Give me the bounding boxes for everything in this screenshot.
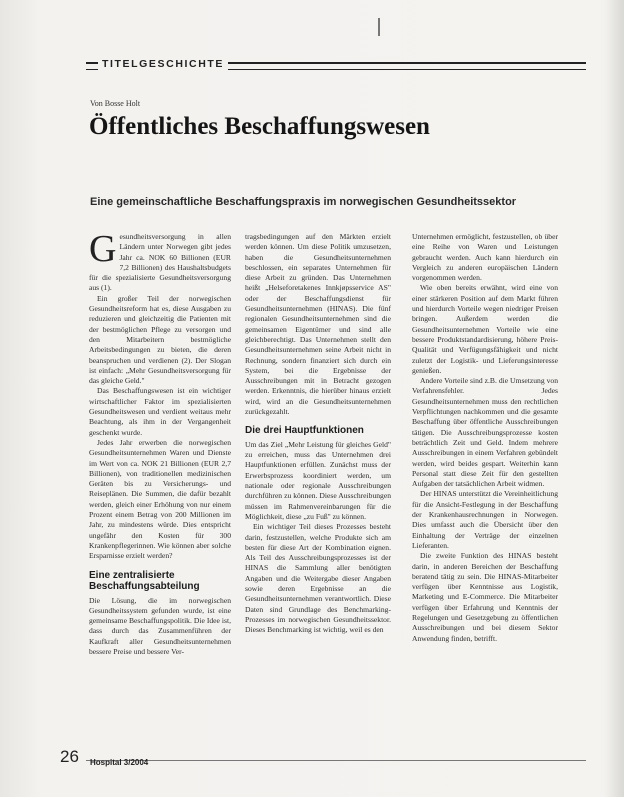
- paragraph-text: esundheitsversorgung in allen Ländern unter Norwegen gibt jedes Jahr ca. NOK 60 Billionen (EUR 7,2 Billionen) des Haushaltsbudgets für die spezialisierte Gesundheitsversorgung aus (1).: [89, 232, 231, 293]
- paragraph: Das Beschaffungswesen ist ein wichtiger wirtschaftlicher Faktor im spezialisierten Gesundheitswesen und verdient weitaus mehr Beachtung, als ihm in der Vergangenheit geschenkt wurde.: [89, 386, 231, 437]
- section-heading: Eine zentralisierte Beschaffungsabteilung: [89, 569, 200, 592]
- paragraph: Andere Vorteile sind z.B. die Umsetzung von Verfahrensfehler. Jedes Gesundheitsunternehmen muss den rechtlichen Verpflichtungen nachkommen und die gesamte Beschaffung über öffentliche Ausschreibungen tätigen. Die Ausschreibungsprozesse kosten beträchtlich Zeit und Geld. Indem mehrere Ausschreibungen in einem Verfahren gebündelt werden, wird beides gespart. Weiterhin kann Personal statt diese Zeit für den gestellten Aufgaben der tatsächlichen Arbeit widmen.: [412, 376, 558, 489]
- dropcap: G: [89, 228, 117, 270]
- paragraph: tragsbedingungen auf den Märkten erzielt werden können. Um diese Politik umzusetzen, haben die Gesundheitsunternehmen beschlossen, ein separates Unternehmen für diese Arbeit zu gründen. Das Unternehmen heißt „Helseforetakenes Innkjøpsservice AS" oder der Beschaffungsdienst für Gesundheitsunternehmen (HINAS). Die fünf regionalen Gesundheitsunternehmen sind die gemeinsamen Eigentümer und sind alle gleichberechtigt. Das Unternehmen stellt den Gesundheitsunternehmen seine Arbeit nicht in Rechnung, sondern finanziert sich durch ein System, bei die Ergebnisse der Ausschreibungen mit in Betracht gezogen werden. Erkenntnis, die hierüber hinaus erzielt wird, wird an die Gesundheitsunternehmen zurückgezahlt.: [245, 232, 391, 417]
- paragraph: Ein großer Teil der norwegischen Gesundheitsreform hat es, diese Ausgaben zu reduzieren und gleichzeitig die Patienten mit der bestmöglichen Pflege zu versorgen und den Mitarbeitern bestmögliche Arbeitsbedingungen zu bieten, die deren beanspruchen und verdienen (2). Der Slogan ist einfach: „Mehr Gesundheitsversorgung für das gleiche Geld.": [89, 293, 231, 386]
- paragraph: Um das Ziel „Mehr Leistung für gleiches Geld" zu erreichen, muss das Unternehmen drei Hauptfunktionen erfüllen. Zunächst muss der Erwerbsprozess koordiniert werden, um nationale oder regionale Ausschreibungen durchführen zu können. Diese Ausschreibungen müssen im Rahmenvereinbarungen für die Möglichkeit, diese „zu Fuß" zu können.: [245, 439, 391, 521]
- page-edge-shadow: [606, 0, 624, 797]
- byline: Von Bosse Holt: [90, 99, 141, 108]
- paragraph: [89, 228, 231, 294]
- footer-rule: [86, 760, 586, 761]
- text-column-3: [412, 232, 558, 644]
- page-number: 26: [60, 747, 79, 766]
- paragraph: Die Lösung, die im norwegischen Gesundheitssystem gefunden wurde, ist eine gemeinsame Beschaffungspolitik. Die Idee ist, dass durch das Zusammenführen der Kaufkraft aller Gesundheitsunternehmen bessere Preise und bessere Ver-: [89, 595, 231, 656]
- crop-mark: [378, 18, 380, 36]
- paragraph: Der HINAS unterstützt die Vereinheitlichung für die Ansicht-Festlegung in der Beschaffung der Krankenhausrechnungen in Norwegen. Dies umfasst auch die Übersicht über den Einhaltung der Verträge der einzelnen Lieferanten.: [412, 489, 558, 550]
- magazine-issue: Hospital 3/2004: [90, 758, 149, 767]
- section-rubric: TITELGESCHICHTE: [98, 58, 228, 70]
- text-column-2: [245, 232, 391, 635]
- article-subtitle: Eine gemeinschaftliche Beschaffungspraxis im norwegischen Gesundheitssektor: [90, 196, 517, 208]
- paragraph: Unternehmen ermöglicht, festzustellen, ob über eine Reihe von Waren und Leistungen gebraucht werden. Auch kann hierdurch ein Vergleich zu anderen europäischen Ländern vorgenommen werden.: [412, 232, 558, 283]
- paragraph: Ein wichtiger Teil dieses Prozesses besteht darin, festzustellen, welche Produkte sich am besten für diese Art der Kombination eignen. Als Teil des Ausschreibungsprozesses ist der HINAS die Sammlung aller benötigten Angaben und die Weitergabe dieser Angaben sowie deren Ergebnisse an die Gesundheitsunternehmen verantwortlich. Diese Daten sind Grundlage des Benchmarking-Prozesses im norwegischen Gesundheitssektor. Dieses Benchmarking ist wichtig, weil es den: [245, 522, 391, 635]
- section-heading: Die drei Hauptfunktionen: [245, 425, 364, 437]
- paragraph: Wie oben bereits erwähnt, wird eine von einer stärkeren Position auf dem Markt führen und hierdurch Vorteile wegen niedriger Preisen bringen. Außerdem werden die Gesundheitsunternehmen Vorteile wie eine bessere Produktstandardisierung, höhere Preis-Qualität und Verfügungsfähigkeit und nicht zuletzt der Logistik- und Lieferungsinteresse genießen.: [412, 283, 558, 375]
- article-title: Öffentliches Beschaffungswesen: [89, 113, 430, 140]
- text-column-1: [89, 228, 231, 657]
- paragraph: Jedes Jahr erwerben die norwegischen Gesundheitsunternehmen Waren und Dienste im Wert von ca. NOK 21 Billionen (EUR 2,7 Billionen), von traditionellen medizinischen Geräten bis zu Versicherungs- und Reiseplänen. Die Summen, die dafür bezahlt werden, gleich einer Erhöhung von nur einem Prozent einem Betrag von 200 Millionen im Jahr, zu mindestens würde. Dies entspricht ungefähr den Kosten für 300 Krankenpflegerinnen. Wie können aber solche Ersparnisse erzielt werden?: [89, 437, 231, 561]
- paragraph: Die zweite Funktion des HINAS besteht darin, in anderen Bereichen der Beschaffung beratend tätig zu sein. Die HINAS-Mitarbeiter verfügen über Kenntnisse aus Logistik, Marketing und E-Commerce. Die Mitarbeiter verfügen über Erfahrung und Kenntnis der Regelungen und Gesetzgebung zu öffentlichen Ausschreibungen und bei diesem Sektor Anwendung finden, betrifft.: [412, 551, 558, 643]
